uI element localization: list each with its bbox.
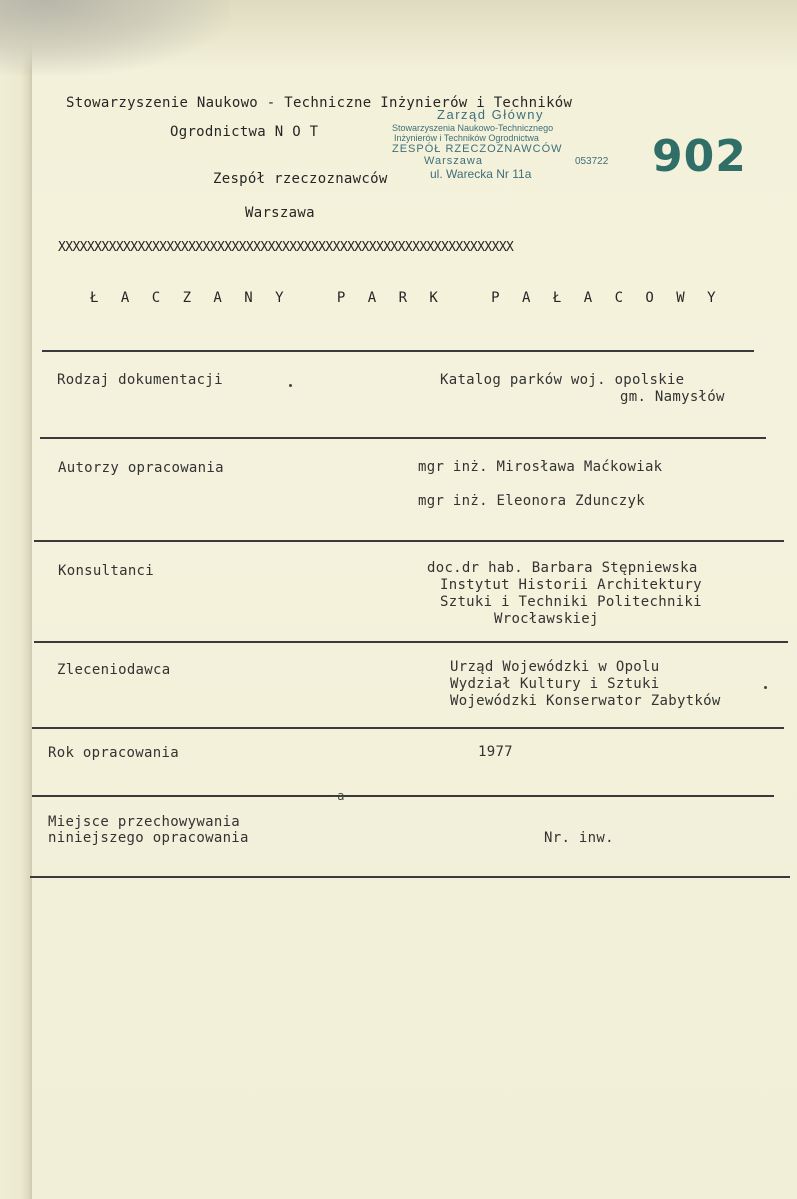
stamp-line-board: Zarząd Główny [437, 107, 544, 122]
divider-7 [30, 876, 790, 878]
header-separator: XXXXXXXXXXXXXXXXXXXXXXXXXXXXXXXXXXXXXXXXXXXXXXXXXXXXXXXXXXXXXXX [58, 240, 514, 255]
row-label-documentation-type: Rodzaj dokumentacji [57, 372, 223, 388]
row-value-documentation-type-1: Katalog parków woj. opolskie [440, 372, 685, 388]
header-organization-cont: Ogrodnictwa N O T [170, 124, 319, 140]
header-team: Zespół rzeczoznawców [213, 171, 388, 187]
ink-dot [289, 384, 292, 387]
stamp-line-association: Stowarzyszenia Naukowo-Technicznego [392, 123, 554, 133]
row-value-consultant-3: Sztuki i Techniki Politechniki [440, 594, 702, 610]
divider-5 [32, 727, 784, 729]
row-label-authors: Autorzy opracowania [58, 460, 224, 476]
stamp-line-address: ul. Warecka Nr 11a [430, 167, 532, 181]
stamp-line-city [424, 155, 628, 167]
divider-1 [42, 350, 754, 352]
row-label-consultants: Konsultanci [58, 563, 155, 579]
archive-number: 902 [652, 131, 747, 182]
stamp-city-text: Warszawa [424, 155, 483, 167]
row-value-year: 1977 [478, 744, 513, 760]
row-label-year: Rok opracowania [48, 745, 179, 761]
row-value-commissioner-3: Wojewódzki Konserwator Zabytków [450, 693, 721, 709]
header-city: Warszawa [245, 205, 315, 221]
page-left-margin [0, 0, 30, 1199]
row-label-commissioner: Zleceniodawca [57, 662, 171, 678]
row-value-author-1: mgr inż. Mirosława Maćkowiak [418, 459, 663, 475]
row-value-inventory-number: Nr. inw. [544, 830, 614, 846]
divider-6 [32, 795, 774, 797]
row-value-consultant-1: doc.dr hab. Barbara Stępniewska [427, 560, 698, 576]
divider-4 [34, 641, 788, 643]
row-value-consultant-4: Wrocławskiej [494, 611, 599, 627]
divider-2 [40, 437, 766, 439]
stamp-team-text: ZESPÓŁ RZECZOZNAWCÓW [392, 143, 563, 155]
header-organization: Stowarzyszenie Naukowo - Techniczne Inżynierów i Techników [66, 95, 573, 111]
row-label-storage-place-1: Miejsce przechowywania [48, 814, 241, 830]
row-value-commissioner-1: Urząd Wojewódzki w Opolu [450, 659, 660, 675]
row-value-consultant-2: Instytut Historii Architektury [440, 577, 702, 593]
row-value-documentation-type-2: gm. Namysłów [620, 389, 725, 405]
stamp-line-team [392, 143, 628, 155]
row-value-author-2: mgr inż. Eleonora Zdunczyk [418, 493, 645, 509]
typing-mark: -a [330, 789, 345, 803]
divider-3 [34, 540, 784, 542]
row-label-storage-place-2: niniejszego opracowania [48, 830, 249, 846]
ink-dot [764, 686, 767, 689]
page-fold-line [30, 0, 32, 1199]
row-value-commissioner-2: Wydział Kultury i Sztuki [450, 676, 660, 692]
stamp-code: 053722 [574, 156, 609, 167]
document-title: Ł A C Z A N Y P A R K P A Ł A C O W Y [90, 290, 723, 306]
stamp-line-engineers: Inżynierów i Techników Ogrodnictwa [394, 133, 539, 143]
organization-stamp [388, 107, 628, 181]
corner-shadow [0, 0, 230, 75]
